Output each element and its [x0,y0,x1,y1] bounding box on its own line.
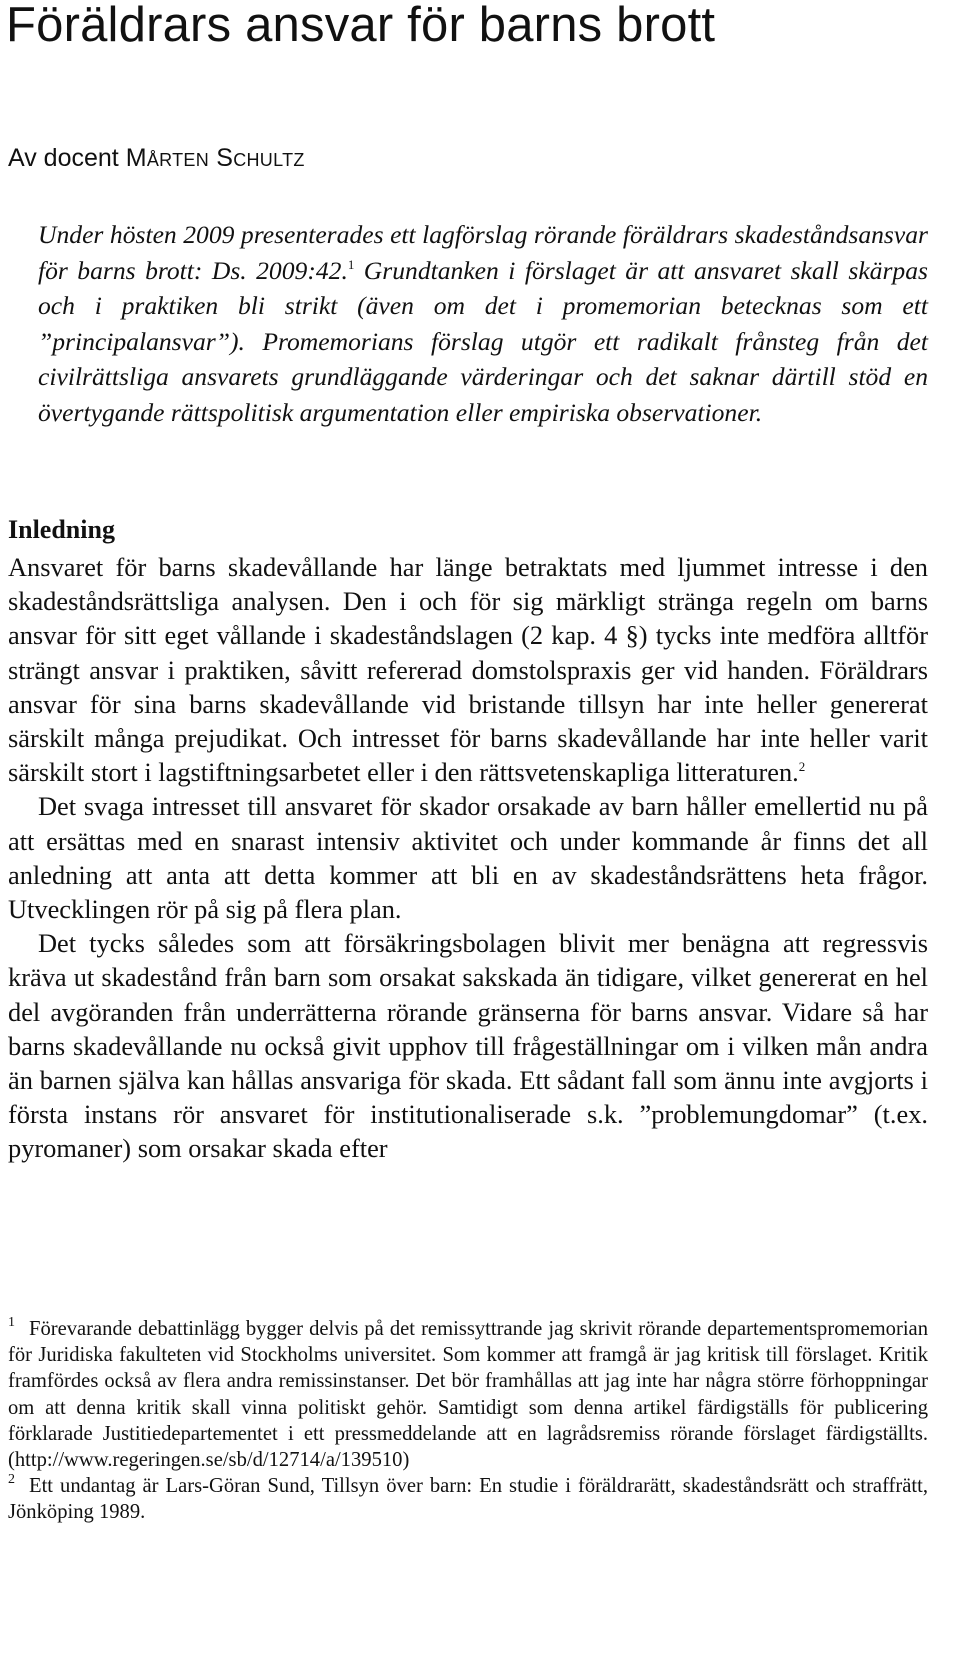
footnote-1-text: Förevarande debattinlägg bygger delvis på det remissyttrande jag skrivit rörande departementspromemorian för Juridiska fakulteten vid Stockholms universitet. Som kommer att framgå är jag kritisk till förslaget. Kritik framfördes också av flera andra remissinstanser. Det bör framhållas att jag inte har några större förhoppningar om att denna kritik skall vinna politiskt gehör. Samtidigt som denna artikel färdigställs för publicering förklarade Justitiedepartementet i ett pressmeddelande att en lagrådsremiss rörande förslaget färdigställts. (http://www.regeringen.se/sb/d/12714/a/139510) [8,1318,928,1472]
footnote-ref-1[interactable]: 1 [347,256,355,272]
byline [8,144,305,172]
paragraph-1-text: Ansvaret för barns skadevållande har länge betraktats med ljummet intresse i den skadeståndsrättsliga analysen. Den i och för sig märkligt stränga regeln om barns ansvar för sitt eget vållande i skadeståndslagen (2 kap. 4 §) tycks inte medföra alltför strängt ansvar i praktiken, såvitt refererad domstolspraxis ger vid handen. Föräldrars ansvar för sina barns skadevållande vid bristande tillsyn har inte heller genererat särskilt många prejudikat. Och intresset för barns skadevållande har inte heller varit särskilt stort i lagstiftningsarbetet eller i den rättsvetenskapliga litteraturen. [8,552,928,788]
abstract [38,217,928,431]
author-name: Mårten Schultz [125,144,305,172]
abstract-text-end: Grundtanken i förslaget är att ansvaret skall skärpas och i praktiken bli strikt (även om det i promemorian betecknas som ett ”principalansvar”). Promemorians förslag utgör ett radikalt frånsteg från det civilrättsliga ansvarets grundläggande värderingar och det saknar därtill stöd en övertygande rättspolitisk argumentation eller empiriska observationer. [38,255,928,427]
footnote-2-text: Ett undantag är Lars-Göran Sund, Tillsyn över barn: En studie i föräldrarätt, skadeståndsrätt och straffrätt, Jönköping 1989. [8,1475,928,1524]
body-paragraph-1 [8,550,928,789]
body-paragraph-2: Det svaga intresset till ansvaret för skador orsakade av barn håller emellertid nu på att ersättas med en snarast intensiv aktivitet och under kommande år finns det all anledning att anta att detta kommer att bli en av skadeståndsrättens heta frågor. Utvecklingen rör på sig på flera plan. [8,791,928,925]
byline-prefix: Av docent [8,144,126,172]
footnote-2-mark: 2 [8,1472,15,1488]
footnote-ref-2[interactable]: 2 [798,759,806,775]
article-title: Föräldrars ansvar för barns brott [6,0,716,52]
abstract-text-start: Under hösten 2009 presenterades ett lagförslag rörande föräldrars skadeståndsansvar för barns brott: Ds. 2009:42. [38,220,928,285]
footnote-2 [8,1473,928,1525]
body-text [8,550,928,1166]
section-heading: Inledning [8,515,115,544]
footnote-1 [8,1316,928,1473]
body-paragraph-3: Det tycks således som att försäkringsbolagen blivit mer benägna att regressvis kräva ut skadestånd från barn som orsakat sakskada än tidigare, vilket genererat en hel del avgöranden från underrätterna rörande gränserna för barns ansvar. Vidare så har barns skadevållande nu också givit upphov till frågeställningar om i vilken mån andra än barnen själva kan hållas ansvariga för skada. Ett sådant fall som ännu inte avgjorts i första instans rör ansvaret för institutionaliserade s.k. ”problemungdomar” (t.ex. pyromaner) som orsakar skada efter [8,928,928,1164]
footnote-1-mark: 1 [8,1315,15,1330]
footnotes [8,1316,928,1526]
